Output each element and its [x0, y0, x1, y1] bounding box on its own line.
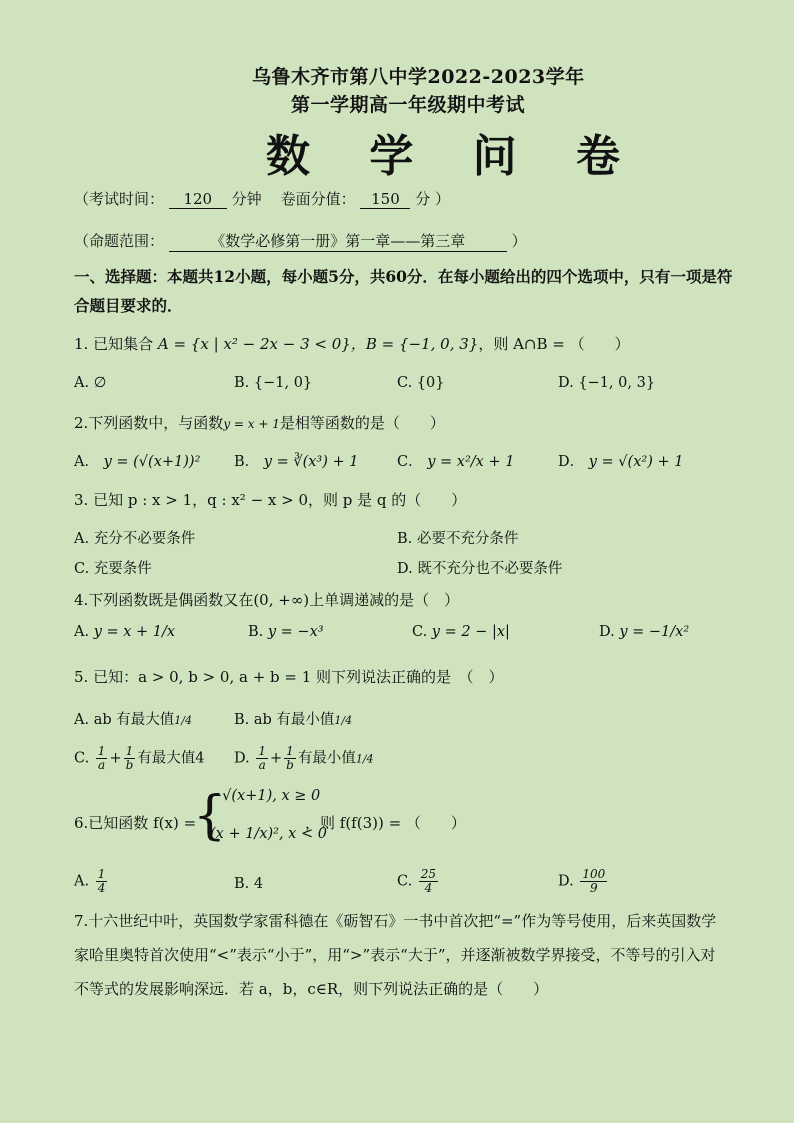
q2-d-label: D． — [558, 454, 585, 470]
fraction-1-over-b: $\frac{1}{b}$ — [125, 744, 134, 772]
q6-stem: 6.已知函数 f(x) = — [74, 814, 197, 832]
piecewise-brace: { — [193, 786, 227, 846]
scope-line — [74, 230, 527, 252]
q1-stem: 1. 已知集合 — [74, 335, 154, 353]
time-label: （考试时间： — [74, 190, 165, 208]
question-4: 4.下列函数既是偶函数又在(0, +∞)上单调递减的是（ ） — [74, 591, 460, 609]
scope-value: 《数学必修第一册》第一章——第三章 — [169, 230, 507, 252]
q2-ask: 是相等函数的是（ ） — [279, 414, 445, 432]
q5-a-text: A. ab 有最大值 — [74, 712, 175, 728]
q6-option-d — [558, 868, 609, 895]
q5-d-value: 1/4 — [355, 752, 374, 766]
q5-option-c: C. $\frac{1}{a}$ + $\frac{1}{b}$ 有最大值4 — [74, 744, 205, 772]
q2-b-label: B． — [234, 454, 260, 470]
term-line: 第一学期高一年级期中考试 — [291, 94, 526, 116]
q4-option-b — [248, 624, 324, 640]
score-value: 150 — [360, 190, 410, 209]
q2-option-c — [397, 450, 514, 471]
q2-a-expr: y = (√(x+1))² — [103, 454, 201, 470]
q5-d-tail: 有最小值 — [297, 750, 356, 767]
q1-option-b: B. {−1, 0} — [234, 375, 313, 391]
q4-d-label: D. — [599, 624, 615, 640]
q6-c-label: C. — [397, 873, 413, 890]
q4-c-expr: y = 2 − |x| — [431, 624, 510, 640]
q4-c-label: C. — [412, 624, 428, 640]
q2-function: y = x + 1 — [223, 417, 280, 431]
question-5: 5. 已知：a > 0, b > 0, a + b = 1 则下列说法正确的是 （ ） — [74, 668, 504, 686]
q3-option-c: C. 充要条件 — [74, 561, 152, 577]
score-label: 卷面分值： — [280, 190, 356, 208]
q6-option-a — [74, 868, 109, 895]
q6-option-c — [397, 868, 440, 895]
q5-c-label: C. — [74, 750, 90, 767]
q1-option-c: C. {0} — [397, 375, 445, 391]
fraction-1-4: $\frac{1}{4}$ — [97, 867, 106, 895]
q2-c-expr: y = x²/x + 1 — [427, 454, 515, 470]
fraction-1-over-b: $\frac{1}{b}$ — [286, 744, 294, 772]
q2-option-b — [234, 450, 358, 471]
time-value: 120 — [169, 190, 227, 209]
fraction-25-4: $\frac{25}{4}$ — [420, 867, 437, 895]
score-unit: 分 ） — [415, 190, 451, 208]
q3-option-d: D. 既不充分也不必要条件 — [397, 561, 563, 577]
school-line: 乌鲁木齐市第八中学2022-2023学年 — [252, 66, 585, 88]
q1-option-d: D. {−1, 0, 3} — [558, 375, 656, 391]
question-3: 3. 已知 p : x > 1，q : x² − x > 0，则 p 是 q 的（ ） — [74, 491, 467, 509]
q2-stem: 2.下列函数中，与函数 — [74, 414, 224, 432]
question-7: 7.十六世纪中叶，英国数学家雷科德在《砺智石》一书中首次把“=”作为等号使用，后来英国数学家哈里奥特首次使用“<”表示“小于”，用“>”表示“大于”，并逐渐被数学界接受，不等号的引入对不等式的发展影响深远．若 a，b，c∈R，则下列说法正确的是（ ） — [74, 912, 717, 998]
q6-d-label: D. — [558, 873, 574, 890]
q2-a-label: A． — [74, 454, 99, 470]
q2-option-a — [74, 450, 200, 471]
q4-a-label: A. — [74, 624, 90, 640]
scope-end: ） — [511, 232, 527, 250]
q1-set-b: ，B = {−1, 0, 3} — [350, 335, 479, 353]
q3-option-b: B. 必要不充分条件 — [397, 531, 519, 547]
q4-option-a — [74, 624, 175, 640]
fraction-1-over-a: $\frac{1}{a}$ — [258, 744, 266, 772]
q4-d-expr: y = −1/x² — [619, 624, 690, 640]
q5-c-tail: 有最大值4 — [137, 750, 205, 767]
q2-option-d — [558, 450, 683, 471]
q4-option-d — [599, 624, 689, 640]
q4-b-expr: y = −x³ — [267, 624, 324, 640]
section-heading: 一、选择题：本题共12小题，每小题5分，共60分．在每小题给出的四个选项中，只有一项是符合题目要求的． — [74, 267, 733, 315]
exam-time-line — [74, 188, 450, 209]
fraction-1-over-a: $\frac{1}{a}$ — [97, 744, 106, 772]
q5-option-a — [74, 708, 192, 729]
question-1 — [74, 333, 630, 354]
q4-option-c — [412, 624, 510, 640]
q2-c-label: C． — [397, 454, 423, 470]
q4-b-label: B. — [248, 624, 264, 640]
q1-option-a: A. ∅ — [74, 375, 107, 391]
q4-a-expr: y = x + 1/x — [93, 624, 176, 640]
q2-d-expr: y = √(x²) + 1 — [588, 454, 684, 470]
q6-piece-1: −√(x+1), x ≥ 0 — [210, 788, 321, 804]
q6-piece-2: (x + 1/x)², x < 0 — [210, 826, 327, 842]
q2-b-expr: y = ∛(x³) + 1 — [263, 454, 359, 470]
q6-option-b: B. 4 — [234, 876, 264, 892]
scope-label: （命题范围： — [74, 232, 165, 250]
q6-ask: ，则 f(f(3)) = （ ） — [305, 814, 466, 832]
question-2 — [74, 412, 445, 433]
q3-option-a: A. 充分不必要条件 — [74, 531, 196, 547]
q5-option-b — [234, 708, 352, 729]
q5-a-value: 1/4 — [174, 714, 192, 727]
fraction-100-9: $\frac{100}{9}$ — [582, 867, 606, 895]
time-unit: 分钟 — [231, 190, 262, 208]
q5-option-d: D. $\frac{1}{a}$ + $\frac{1}{b}$ 有最小值1/4 — [234, 744, 374, 772]
q1-set-a: A = {x | x² − 2x − 3 < 0} — [157, 335, 351, 353]
q6-a-label: A. — [74, 873, 90, 890]
paper-title: 数 学 问 卷 — [266, 131, 642, 182]
q5-b-value: 1/4 — [334, 714, 353, 727]
q5-d-label: D. — [234, 750, 250, 767]
q5-b-text: B. ab 有最小值 — [234, 712, 335, 728]
q1-ask: ，则 A∩B = （ ） — [478, 335, 630, 353]
